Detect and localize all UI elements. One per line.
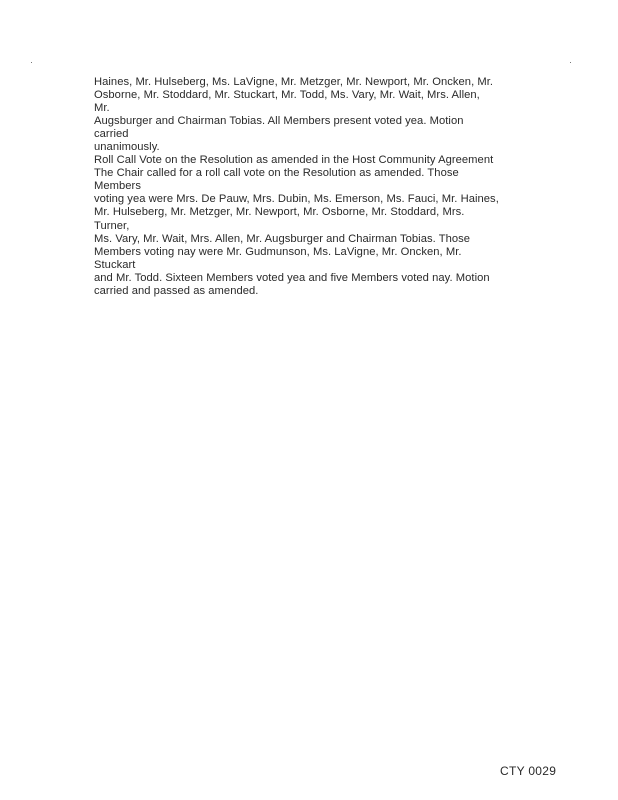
- text-line: Osborne, Mr. Stoddard, Mr. Stuckart, Mr. Todd, Ms. Vary, Mr. Wait, Mrs. Allen,: [94, 89, 480, 102]
- text-line: carried: [94, 128, 129, 141]
- text-line: Mr. Hulseberg, Mr. Metzger, Mr. Newport, Mr. Osborne, Mr. Stoddard, Mrs.: [94, 206, 465, 219]
- text-line: and Mr. Todd. Sixteen Members voted yea and five Members voted nay. Motion: [94, 271, 490, 284]
- scan-artifact-right: [570, 62, 571, 63]
- text-line: Turner,: [94, 219, 130, 232]
- text-line: voting yea were Mrs. De Pauw, Mrs. Dubin, Ms. Emerson, Ms. Fauci, Mr. Haines,: [94, 193, 499, 206]
- text-line: Members: [94, 180, 141, 193]
- text-line: unanimously.: [94, 141, 160, 154]
- text-line: Ms. Vary, Mr. Wait, Mrs. Allen, Mr. Augsburger and Chairman Tobias. Those: [94, 232, 471, 245]
- text-line: carried and passed as amended.: [94, 284, 259, 297]
- minutes-text: [94, 76, 544, 298]
- text-line: The Chair called for a roll call vote on the Resolution as amended. Those: [94, 167, 459, 180]
- text-line: Mr.: [94, 102, 110, 115]
- bates-number: CTY 0029: [500, 764, 557, 778]
- text-line: Augsburger and Chairman Tobias. All Members present voted yea. Motion: [94, 115, 464, 128]
- text-line: Haines, Mr. Hulseberg, Ms. LaVigne, Mr. Metzger, Mr. Newport, Mr. Oncken, Mr.: [94, 76, 494, 88]
- scan-artifact-left: [31, 62, 32, 63]
- text-line: Stuckart: [94, 258, 136, 271]
- section-heading: Roll Call Vote on the Resolution as amended in the Host Community Agreement: [94, 154, 494, 167]
- text-line: Members voting nay were Mr. Gudmunson, Ms. LaVigne, Mr. Oncken, Mr.: [94, 245, 462, 258]
